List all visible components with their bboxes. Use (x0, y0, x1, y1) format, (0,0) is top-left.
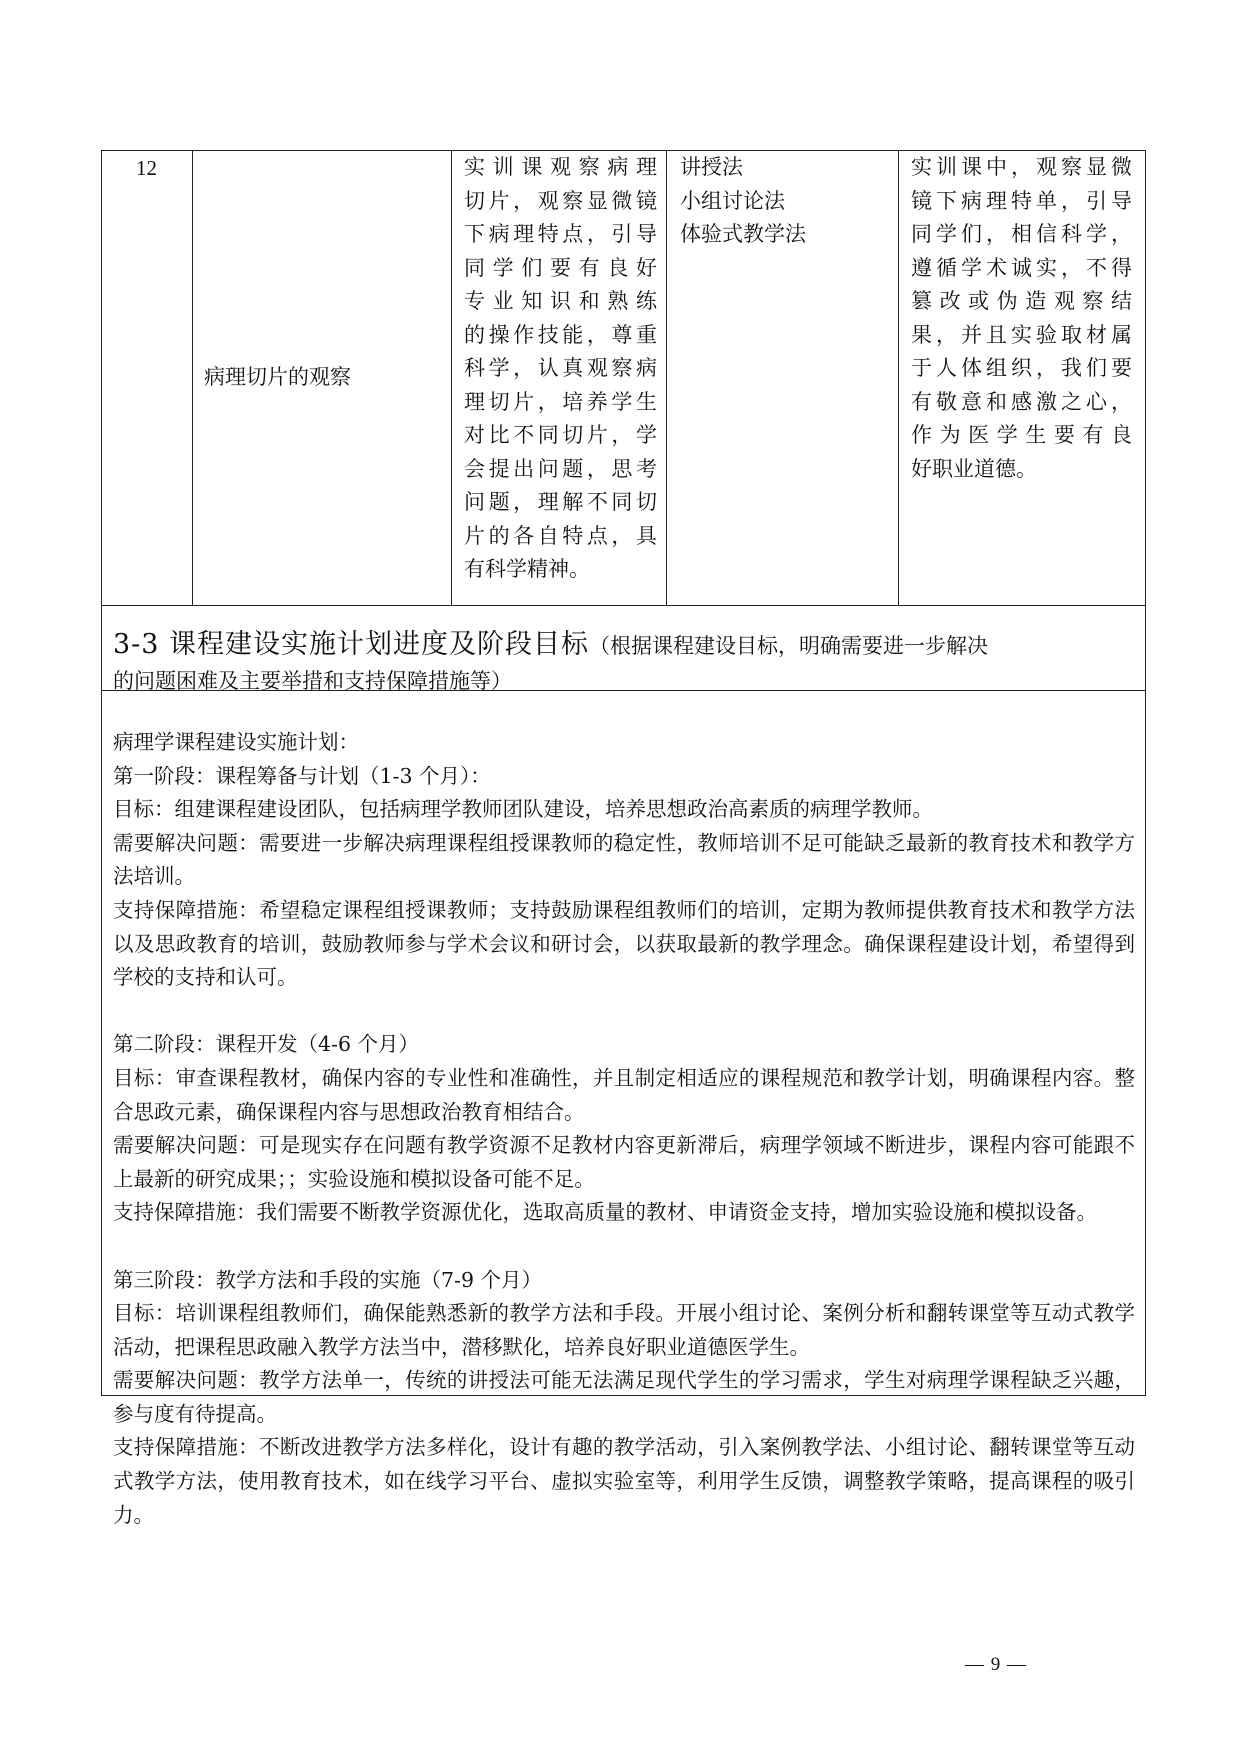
phase1-title: 第一阶段：课程筹备与计划（1-3 个月）： (113, 763, 491, 788)
method-item: 体验式教学法 (680, 222, 806, 246)
objective-line: 理切片，培养学生 (464, 389, 657, 414)
phase3-title: 第三阶段：教学方法和手段的实施（7-9 个月） (113, 1267, 543, 1292)
ideology-line: 好职业道德。 (911, 456, 1037, 481)
ideology-line: 篡改或伪造观察结 (911, 289, 1132, 313)
ideology-line: 实训课中，观察显微 (911, 155, 1132, 179)
phase3-support: 支持保障措施：不断改进教学方法多样化，设计有趣的教学活动，引入案例教学法、小组讨论、翻转课堂等互动式教学方法，使用教育技术，如在线学习平台、虚拟实验室等，利用学生反馈，调整教学策略，提高课程的吸引力。 (113, 1435, 1135, 1527)
section-note: （根据课程建设目标，明确需要进一步解决 (589, 634, 989, 658)
phase2-support: 支持保障措施：我们需要不断教学资源优化，选取高质量的教材、申请资金支持，增加实验设施和模拟设备。 (113, 1200, 1097, 1225)
phase2-goal: 目标：审查课程教材，确保内容的专业性和准确性，并且制定相适应的课程规范和教学计划，明确课程内容。整合思政元素，确保课程内容与思想政治教育相结合。 (113, 1065, 1135, 1124)
phase1-support: 支持保障措施：希望稳定课程组授课教师；支持鼓励课程组教师们的培训，定期为教师提供教育技术和教学方法以及思政教育的培训，鼓励教师参与学术会议和研讨会，以获取最新的教学理念。确保课程建设计划，希望得到学校的支持和认可。 (113, 897, 1135, 990)
objective-line: 切片，观察显微镜 (464, 188, 657, 213)
objective-line: 有科学精神。 (464, 557, 590, 581)
ideology-line: 镜下病理特单，引导 (911, 188, 1132, 213)
method-item: 小组讨论法 (680, 188, 785, 213)
objective-line: 问题，理解不同切 (464, 490, 657, 514)
objective-line: 片的各自特点，具 (464, 523, 657, 548)
objective-line: 的操作技能，尊重 (464, 322, 657, 347)
ideology-line: 同学们，相信科学， (911, 222, 1132, 246)
objective-line: 下病理特点，引导 (464, 222, 657, 246)
ideology-line: 遵循学术诚实，不得 (911, 255, 1132, 280)
objective-line: 同学们要有良好 (464, 255, 657, 280)
section-title: 3-3 课程建设实施计划进度及阶段目标 (113, 629, 590, 660)
method-item: 讲授法 (680, 155, 743, 179)
column-divider (192, 150, 193, 605)
paragraph-gap (113, 1230, 1135, 1264)
row-number-cell (101, 152, 192, 186)
plan-intro: 病理学课程建设实施计划： (113, 730, 359, 754)
column-divider (666, 150, 667, 605)
column-divider (898, 150, 899, 605)
methods-cell (680, 151, 890, 252)
row-number: 12 (136, 156, 157, 180)
objective-line: 实训课观察病理 (464, 155, 657, 179)
objective-line: 专业知识和熟练 (464, 289, 657, 313)
objective-line: 会提出问题，思考 (464, 456, 657, 481)
section-note-continued: 的问题困难及主要举措和支持保障措施等） (113, 669, 512, 693)
section-heading (113, 622, 1133, 695)
objective-line: 科学，认真观察病 (464, 356, 657, 380)
phase1-goal: 目标：组建课程建设团队，包括病理学教师团队建设，培养思想政治高素质的病理学教师。 (113, 797, 933, 822)
ideology-cell (911, 151, 1132, 486)
phase2-title: 第二阶段：课程开发（4-6 个月） (113, 1032, 420, 1057)
ideology-line: 于人体组织，我们要 (911, 356, 1132, 380)
plan-content (113, 726, 1135, 1532)
phase2-problem: 需要解决问题：可是现实存在问题有教学资源不足教材内容更新滞后，病理学领域不断进步，课程内容可能跟不上最新的研究成果；；实验设施和模拟设备可能不足。 (113, 1133, 1135, 1191)
page-number: — 9 — (965, 1654, 1027, 1675)
ideology-line: 作为医学生要有良 (911, 423, 1132, 447)
phase3-problem: 需要解决问题：教学方法单一，传统的讲授法可能无法满足现代学生的学习需求，学生对病理学课程缺乏兴趣，参与度有待提高。 (113, 1368, 1135, 1426)
lesson-title-cell (204, 150, 444, 605)
lesson-title: 病理切片的观察 (204, 364, 351, 389)
column-divider (451, 150, 452, 605)
row-divider (101, 605, 1146, 606)
ideology-line: 有敬意和感激之心， (911, 389, 1132, 414)
ideology-line: 果，并且实验取材属 (911, 322, 1132, 347)
objective-cell (464, 151, 657, 587)
paragraph-gap (113, 995, 1135, 1029)
phase1-problem: 需要解决问题：需要进一步解决病理课程组授课教师的稳定性，教师培训不足可能缺乏最新的教育技术和教学方法培训。 (113, 830, 1135, 889)
objective-line: 对比不同切片，学 (464, 423, 657, 447)
phase3-goal: 目标：培训课程组教师们，确保能熟悉新的教学方法和手段。开展小组讨论、案例分析和翻转课堂等互动式教学活动，把课程思政融入教学方法当中，潜移默化，培养良好职业道德医学生。 (113, 1301, 1135, 1359)
